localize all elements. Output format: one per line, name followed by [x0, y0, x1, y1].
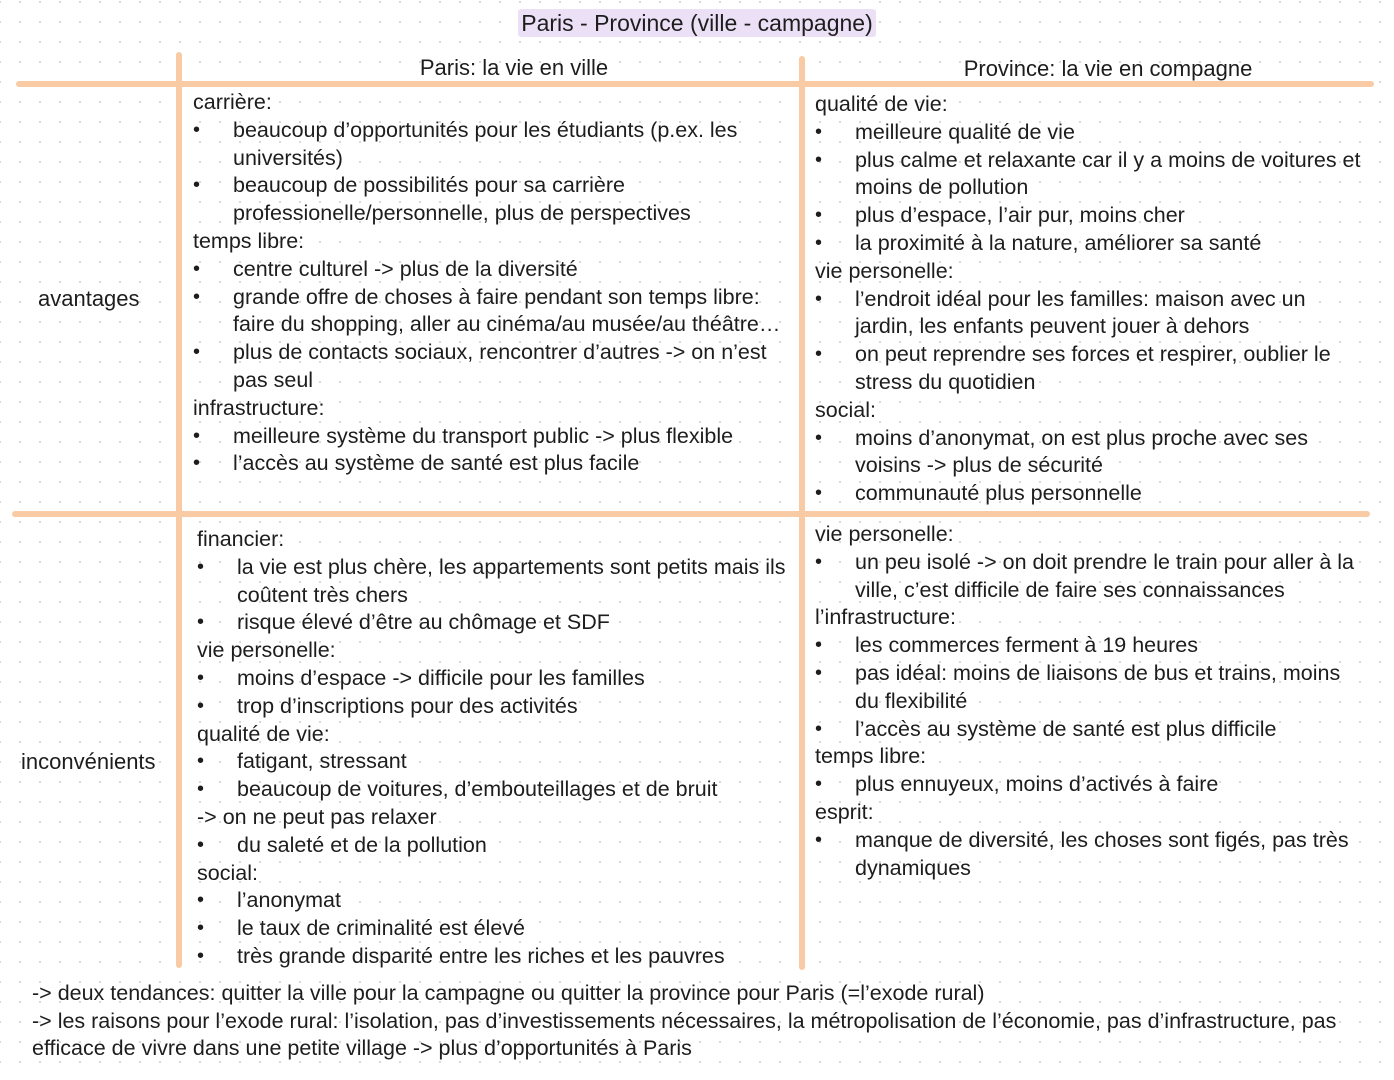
list-item: • fatigant, stressant: [197, 748, 789, 776]
row-label-avantages: avantages: [38, 286, 140, 311]
row-label-inconvenients: inconvénients: [21, 749, 156, 774]
list-item: • on peut reprendre ses forces et respirer, oublier le stress du quotidien: [815, 341, 1363, 397]
conclusion-notes: [32, 980, 1362, 1063]
list-item: • beaucoup d’opportunités pour les étudiants (p.ex. les universités): [193, 117, 793, 173]
category-heading: qualité de vie:: [197, 721, 330, 746]
cell-province-inconvenients: [815, 521, 1367, 882]
list-item: • l’accès au système de santé est plus facile: [193, 450, 793, 478]
list-item: • plus ennuyeux, moins d’activés à faire: [815, 771, 1367, 799]
column-header-province: Province: la vie en compagne: [963, 56, 1253, 81]
list-item: • manque de diversité, les choses sont figés, pas très dynamiques: [815, 827, 1367, 883]
conclusion-line: -> deux tendances: quitter la ville pour la campagne ou quitter la province pour Paris (=l’exode rural): [32, 981, 985, 1005]
bullet-list: [197, 832, 789, 860]
list-item: • l’endroit idéal pour les familles: maison avec un jardin, les enfants peuvent jouer à dehors: [815, 286, 1363, 342]
list-item: • la proximité à la nature, améliorer sa santé: [815, 230, 1363, 258]
list-item: • trop d’inscriptions pour des activités: [197, 693, 789, 721]
list-item: • un peu isolé -> on doit prendre le train pour aller à la ville, c’est difficile de faire ses connaissances: [815, 549, 1367, 605]
list-item: • plus calme et relaxante car il y a moins de voitures et moins de pollution: [815, 147, 1363, 203]
bullet-list: [815, 425, 1363, 508]
bullet-list: [197, 748, 789, 804]
category-heading: l’infrastructure:: [815, 605, 956, 630]
bullet-list: [815, 632, 1367, 743]
column-header-paris: Paris: la vie en ville: [419, 55, 609, 80]
list-item: • communauté plus personnelle: [815, 480, 1363, 508]
bullet-list: [193, 117, 793, 228]
list-item: • plus de contacts sociaux, rencontrer d’autres -> on n’est pas seul: [193, 339, 793, 395]
bullet-list: [815, 286, 1363, 397]
list-item: • du saleté et de la pollution: [197, 832, 789, 860]
list-item: • l’anonymat: [197, 887, 789, 915]
category-heading: vie personelle:: [197, 638, 336, 663]
cell-paris-inconvenients: [197, 526, 789, 971]
column-divider-left: [176, 52, 182, 968]
category-heading: carrière:: [193, 90, 272, 114]
category-heading: temps libre:: [815, 744, 927, 769]
bullet-list: [815, 771, 1367, 799]
category-heading: social:: [197, 860, 258, 885]
category-heading: social:: [815, 397, 876, 422]
category-heading: vie personelle:: [815, 258, 954, 283]
category-heading: vie personelle:: [815, 522, 954, 546]
cell-province-avantages: [815, 91, 1363, 508]
consequence-note: -> on ne peut pas relaxer: [197, 804, 437, 829]
bullet-list: [815, 119, 1363, 258]
list-item: • moins d’anonymat, on est plus proche avec ses voisins -> plus de sécurité: [815, 425, 1363, 481]
bullet-list: [197, 554, 789, 637]
title-highlight: Paris - Province (ville - campagne): [518, 9, 876, 37]
list-item: • les commerces ferment à 19 heures: [815, 632, 1367, 660]
list-item: • l’accès au système de santé est plus difficile: [815, 716, 1367, 744]
list-item: • grande offre de choses à faire pendant son temps libre: faire du shopping, aller au cinéma/au musée/au théâtre…: [193, 284, 793, 340]
conclusion-line: -> les raisons pour l’exode rural: l’isolation, pas d’investissements nécessaires, la métropolisation de l’économie, pas d’infrastructure, pas efficace de vivre dans une petite village -> plus d’opportunités à Paris: [32, 1008, 1337, 1060]
list-item: • centre culturel -> plus de la diversité: [193, 256, 793, 284]
bullet-list: [815, 827, 1367, 883]
list-item: • meilleure qualité de vie: [815, 119, 1363, 147]
list-item: • beaucoup de voitures, d’embouteillages et de bruit: [197, 776, 789, 804]
bullet-list: [197, 665, 789, 721]
bullet-list: [197, 887, 789, 970]
category-heading: temps libre:: [193, 228, 305, 253]
list-item: • meilleure système du transport public -> plus flexible: [193, 423, 793, 451]
list-item: • moins d’espace -> difficile pour les familles: [197, 665, 789, 693]
page-title: [0, 8, 1394, 38]
category-heading: financier:: [197, 527, 285, 551]
category-heading: qualité de vie:: [815, 92, 948, 116]
bullet-list: [193, 256, 793, 395]
list-item: • plus d’espace, l’air pur, moins cher: [815, 202, 1363, 230]
row-divider-line: [12, 511, 1370, 517]
list-item: • le taux de criminalité est élevé: [197, 915, 789, 943]
list-item: • pas idéal: moins de liaisons de bus et trains, moins du flexibilité: [815, 660, 1367, 716]
list-item: • très grande disparité entre les riches et les pauvres: [197, 943, 789, 971]
bullet-list: [193, 423, 793, 479]
cell-paris-avantages: [193, 89, 793, 478]
category-heading: infrastructure:: [193, 395, 325, 420]
list-item: • beaucoup de possibilités pour sa carrière professionelle/personnelle, plus de perspectives: [193, 172, 793, 228]
list-item: • la vie est plus chère, les appartements sont petits mais ils coûtent très chers: [197, 554, 789, 610]
list-item: • risque élevé d’être au chômage et SDF: [197, 609, 789, 637]
column-divider-right: [799, 56, 805, 970]
category-heading: esprit:: [815, 799, 874, 824]
bullet-list: [815, 549, 1367, 605]
